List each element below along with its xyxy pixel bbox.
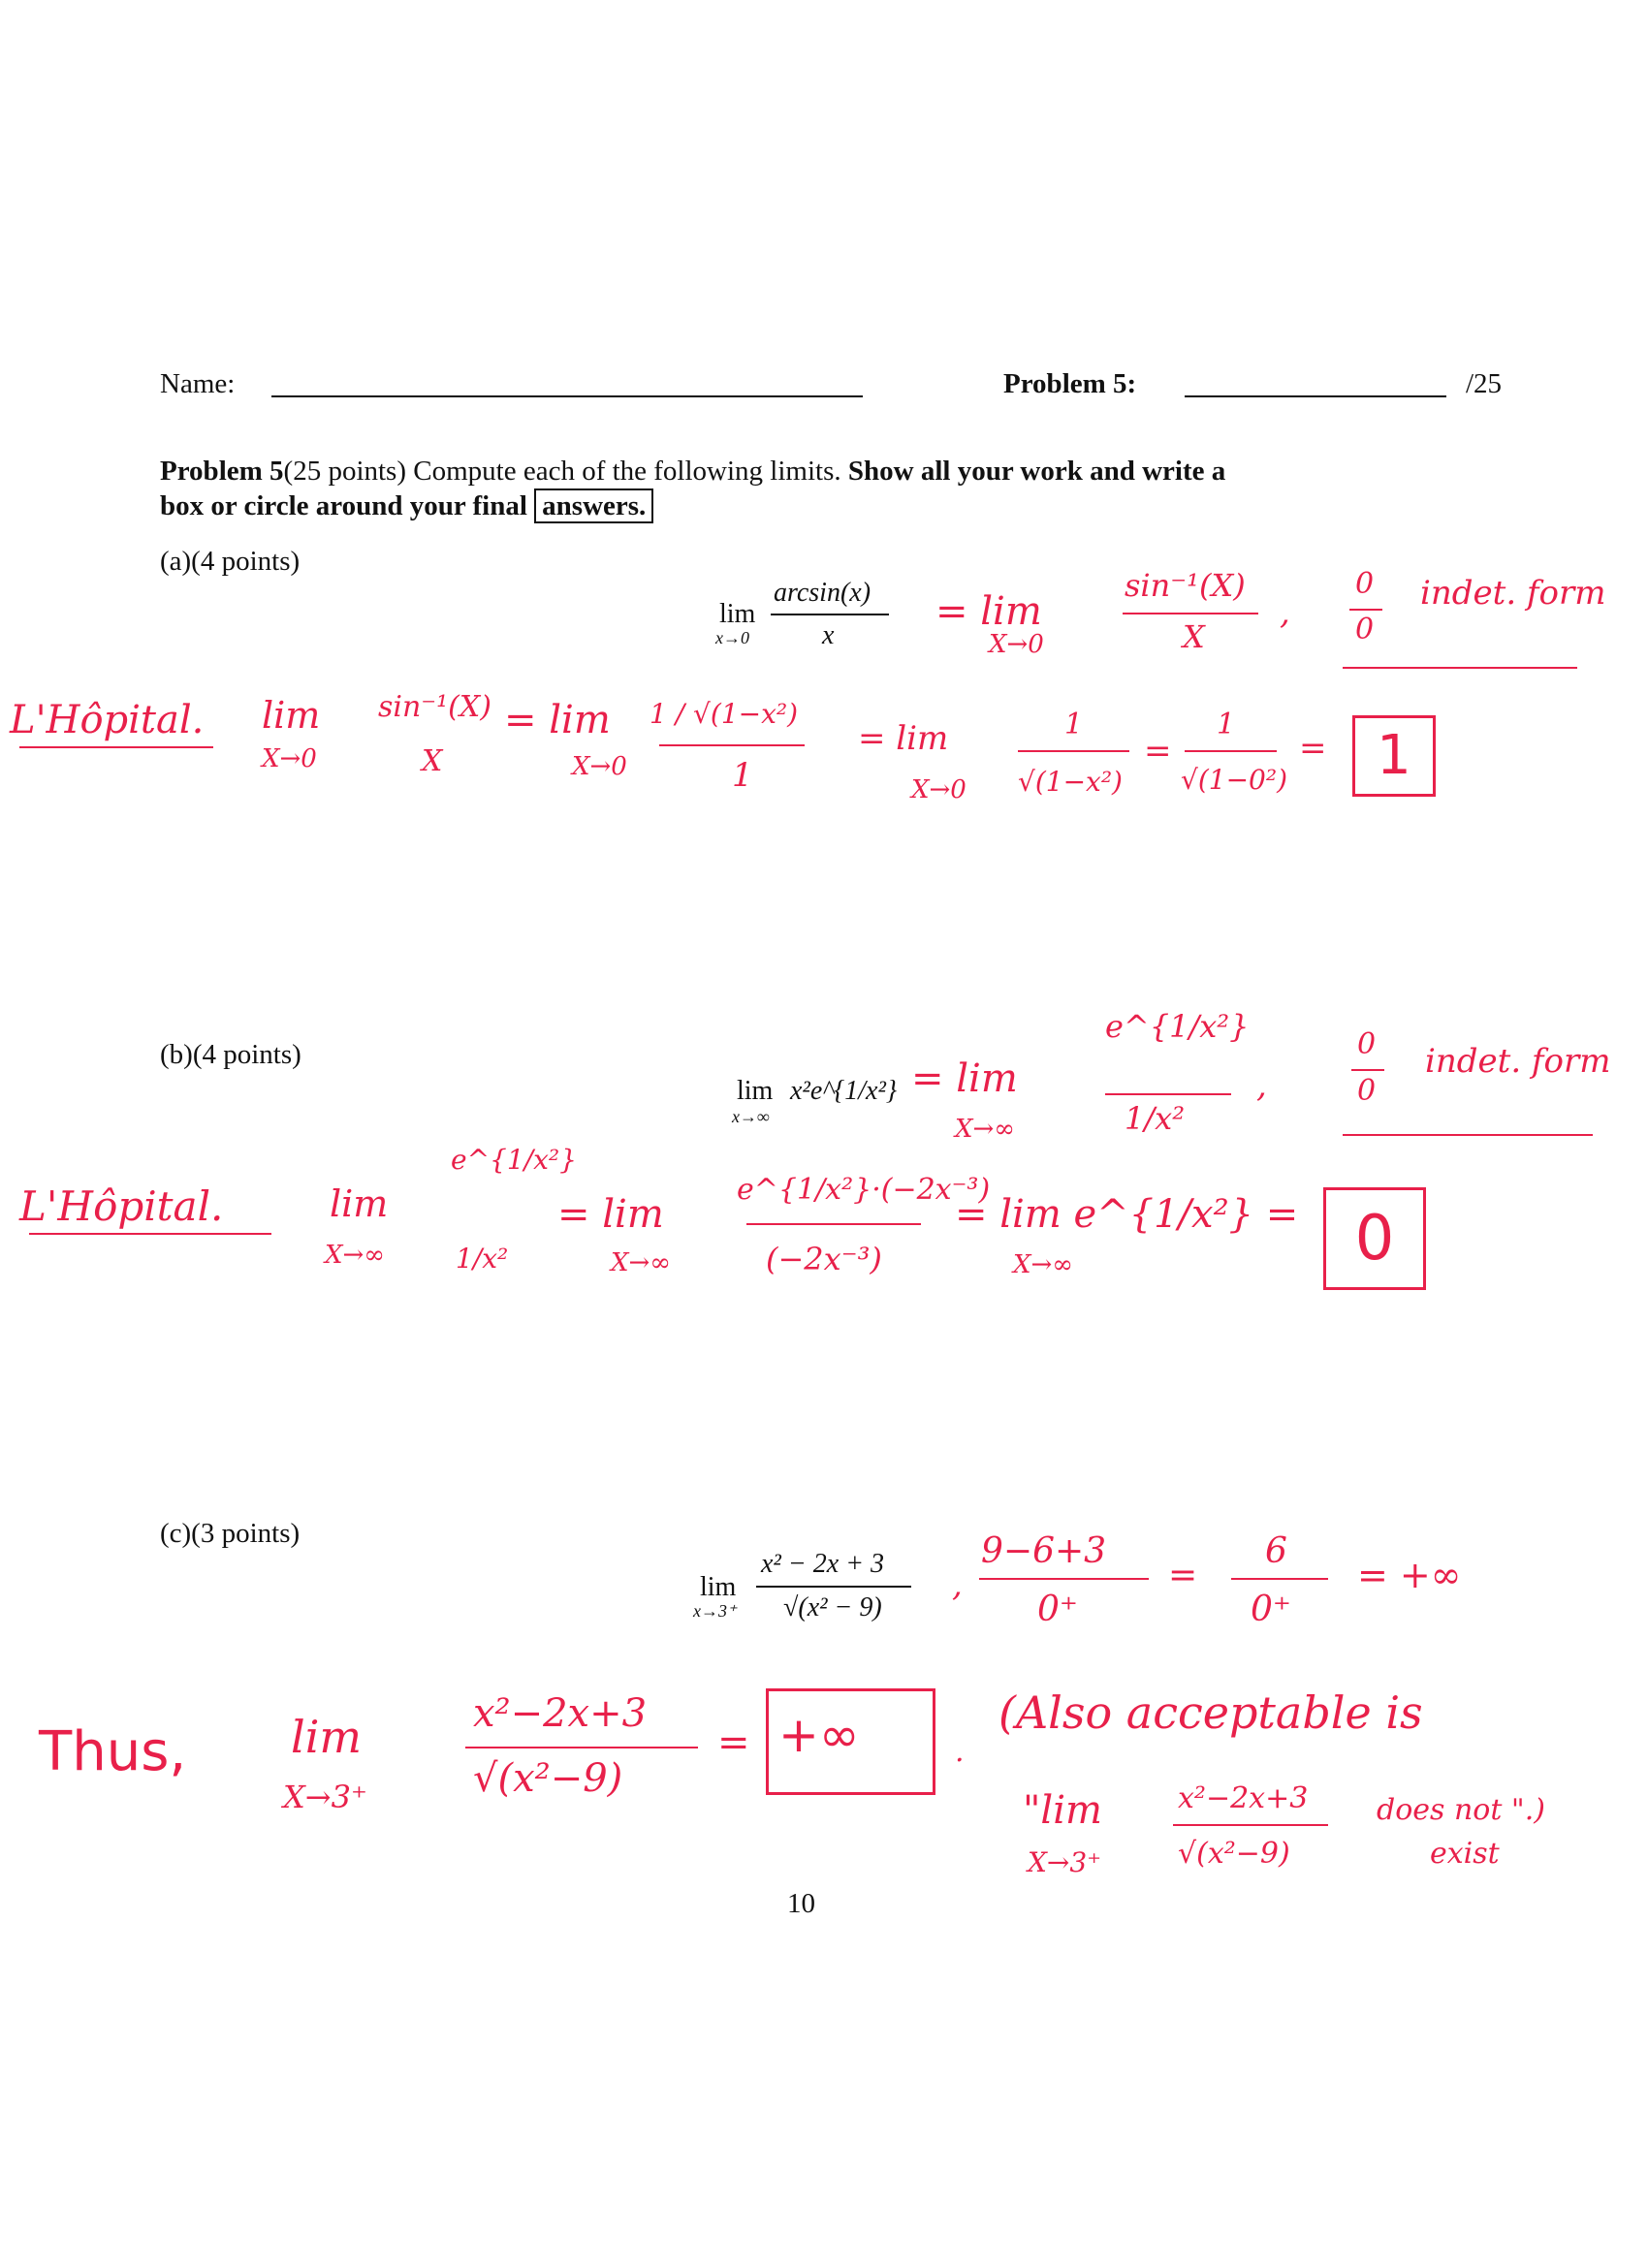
c-hw-also-bar (1173, 1824, 1328, 1826)
b-hw-line2-sub: X→∞ (325, 1241, 385, 1270)
a-hw-step2: = lim (504, 698, 611, 742)
c-hw-also-den: √(x²−9) (1178, 1837, 1290, 1871)
b-hw-frac-num: e^{1/x²} (1105, 1008, 1250, 1045)
b-hw-indet-num: 0 (1357, 1027, 1377, 1061)
c-hw-comma: , (952, 1565, 963, 1604)
name-blank[interactable] (271, 395, 863, 397)
a-hw-lhopital-underline (19, 746, 213, 748)
a-hw-frac-num: sin⁻¹(X) (1125, 567, 1246, 604)
a-hw-indet-num: 0 (1355, 567, 1375, 601)
a-hw-frac-den: X (1183, 618, 1205, 655)
b-hw-step3: = lim e^{1/x²} = (955, 1192, 1299, 1237)
instructions-emphasis-1: Show all your work and write a (847, 456, 1226, 487)
part-a-denominator: x (822, 620, 835, 650)
part-c-lim-sub: x→3⁺ (693, 1601, 737, 1621)
a-hw-step3-den: √(1−x²) (1018, 766, 1123, 798)
score-total: /25 (1466, 368, 1503, 399)
c-hw-also: (Also acceptable is (998, 1686, 1423, 1739)
problem-points: (25 points) Compute each of the following limits. (283, 456, 841, 487)
problem-label: Problem 5: (1003, 368, 1137, 399)
b-hw-comma: , (1256, 1066, 1267, 1105)
b-hw-indet-text: indet. form (1425, 1042, 1611, 1081)
part-c-numerator: x² − 2x + 3 (761, 1549, 885, 1579)
boxed-answers-word: answers. (534, 488, 653, 523)
a-hw-step2-den: 1 (732, 756, 753, 795)
a-hw-lhopital: L'Hôpital. (10, 698, 205, 742)
c-hw-period: . (955, 1735, 965, 1769)
part-b-expr: x²e^{1/x²} (790, 1076, 898, 1106)
a-hw-step2-sub: X→0 (572, 752, 627, 781)
part-a-lim-sub: x→0 (715, 628, 749, 647)
b-hw-sub: X→∞ (955, 1115, 1015, 1144)
a-hw-step4-den: √(1−0²) (1181, 764, 1288, 796)
part-b-label: (b)(4 points) (160, 1039, 301, 1070)
a-hw-comma: , (1280, 593, 1290, 632)
a-answer-box: 1 (1352, 715, 1436, 797)
c-hw-num2: 6 (1265, 1531, 1287, 1571)
a-hw-step4-bar (1185, 750, 1277, 752)
a-hw-underline (1343, 667, 1577, 669)
part-c-label: (c)(3 points) (160, 1518, 301, 1549)
b-hw-step2-bar (746, 1223, 921, 1225)
part-a-fraction-bar (771, 614, 889, 615)
c-hw-lim-sub: X→3⁺ (283, 1779, 367, 1815)
a-hw-indet-bar (1349, 609, 1382, 611)
a-hw-indet-text: indet. form (1420, 574, 1606, 613)
part-b-lim: lim (737, 1076, 774, 1106)
a-hw-equals-3: = (1144, 732, 1172, 771)
name-label: Name: (160, 368, 236, 399)
a-hw-step3-sub: X→0 (911, 775, 967, 804)
a-hw-equals-lim: = lim (935, 589, 1042, 634)
a-hw-equals-4: = (1299, 729, 1327, 768)
problem-title: Problem 5 (160, 456, 284, 487)
c-hw-lim: lim (291, 1711, 363, 1763)
b-hw-step3-sub: X→∞ (1013, 1250, 1073, 1279)
part-a-label: (a)(4 points) (160, 546, 301, 577)
c-hw-also-sub: X→3⁺ (1028, 1846, 1101, 1878)
instructions-line-2 (160, 490, 653, 522)
part-a-numerator: arcsin(x) (774, 578, 872, 608)
b-hw-indet-bar (1351, 1069, 1384, 1071)
b-hw-step2-den: (−2x⁻³) (766, 1241, 882, 1277)
b-hw-frac-bar (1105, 1093, 1231, 1095)
a-hw-line2-num: sin⁻¹(X) (378, 690, 491, 724)
c-hw-num1: 9−6+3 (981, 1531, 1107, 1571)
a-hw-step3-bar (1018, 750, 1129, 752)
a-hw-sub: X→0 (989, 630, 1044, 659)
c-hw-frac-bar (465, 1747, 698, 1748)
b-hw-line2-den: 1/x² (456, 1243, 509, 1275)
c-hw-also-tail2: exist (1430, 1837, 1500, 1871)
c-hw-result: = +∞ (1357, 1554, 1462, 1596)
c-hw-equals: = (717, 1720, 750, 1765)
b-hw-step2: = lim (557, 1192, 664, 1237)
a-hw-indet-den: 0 (1355, 613, 1375, 646)
a-hw-line2-sub: X→0 (262, 744, 317, 773)
c-hw-den2: 0⁺ (1251, 1590, 1291, 1629)
a-hw-step2-bar (659, 744, 805, 746)
part-c-denominator: √(x² − 9) (783, 1592, 882, 1622)
c-hw-also-lim: "lim (1023, 1788, 1102, 1833)
part-c-fraction-bar (756, 1586, 911, 1588)
c-hw-also-num: x²−2x+3 (1178, 1781, 1309, 1815)
b-hw-indet-den: 0 (1357, 1074, 1377, 1108)
page-number: 10 (787, 1888, 815, 1919)
part-a-lim: lim (719, 599, 756, 629)
a-hw-line2-lim: lim (262, 694, 321, 737)
b-hw-line2-lim: lim (330, 1182, 389, 1225)
c-hw-also-tail1: does not ".) (1377, 1793, 1545, 1827)
part-c-lim: lim (700, 1572, 737, 1602)
b-hw-line2-num: e^{1/x²} (451, 1144, 577, 1176)
c-hw-frac-den: √(x²−9) (473, 1756, 623, 1801)
a-hw-step3-num: 1 (1064, 708, 1084, 741)
a-hw-step4-num: 1 (1217, 708, 1236, 741)
instructions-emphasis-2: box or circle around your final (160, 490, 527, 521)
c-hw-thus: Thus, (39, 1720, 187, 1783)
b-hw-underline (1343, 1134, 1593, 1136)
a-hw-line2-den: X (422, 744, 443, 778)
b-answer-box: 0 (1323, 1187, 1426, 1290)
part-b-lim-sub: x→∞ (732, 1107, 770, 1126)
a-hw-step3: = lim (858, 719, 949, 758)
c-hw-equals-1: = (1168, 1556, 1198, 1595)
b-hw-frac-den: 1/x² (1125, 1100, 1186, 1137)
c-hw-bar1 (979, 1578, 1149, 1580)
c-hw-bar2 (1231, 1578, 1328, 1580)
b-hw-step2-num: e^{1/x²}·(−2x⁻³) (737, 1173, 991, 1207)
c-hw-den1: 0⁺ (1037, 1590, 1078, 1629)
c-hw-frac-num: x²−2x+3 (473, 1691, 648, 1736)
a-hw-step2-num: 1 / √(1−x²) (650, 698, 799, 730)
score-blank[interactable] (1185, 395, 1446, 397)
instructions-line-1 (160, 456, 1225, 488)
c-answer-box: +∞ (766, 1688, 935, 1795)
b-hw-lhopital: L'Hôpital. (19, 1182, 224, 1230)
b-hw-equals-lim: = lim (911, 1056, 1018, 1101)
b-hw-lhopital-underline (29, 1233, 271, 1235)
a-hw-frac-bar (1123, 613, 1258, 614)
b-hw-step2-sub: X→∞ (611, 1248, 671, 1277)
